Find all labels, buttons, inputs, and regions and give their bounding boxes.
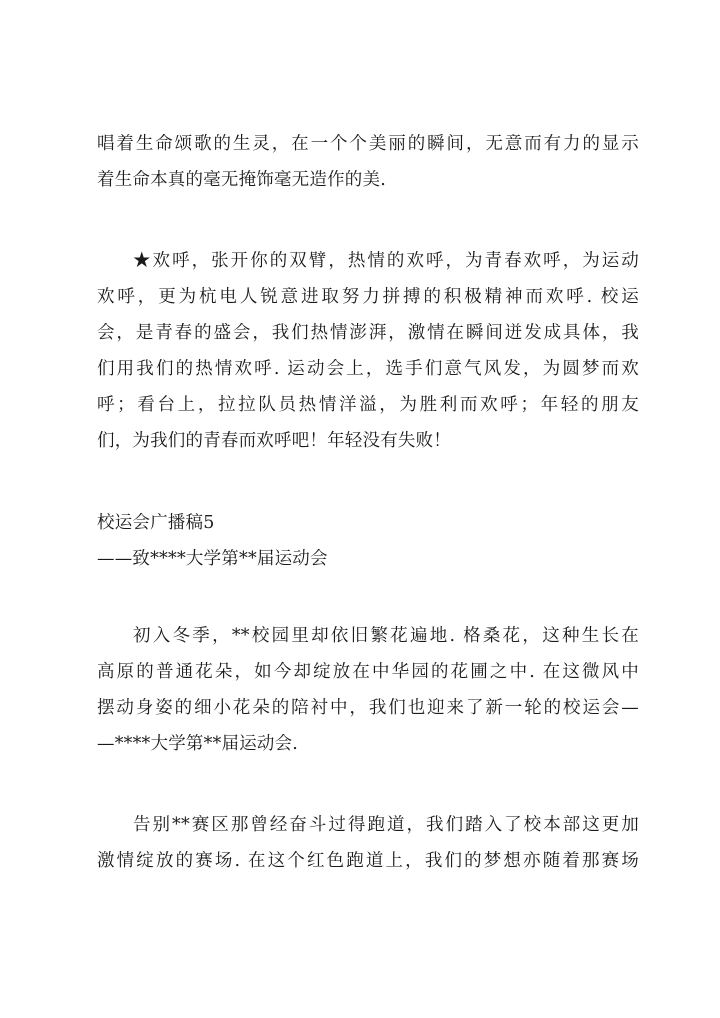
paragraph-line: 激情绽放的赛场. 在这个红色跑道上，我们的梦想亦随着那赛场	[97, 851, 639, 871]
paragraph-line: 摆动身姿的细小花朵的陪衬中，我们也迎来了新一轮的校运会—	[97, 698, 639, 718]
paragraph-line: ★欢呼，张开你的双臂，热情的欢呼，为青春欢呼，为运动	[133, 251, 639, 271]
paragraph-line: 们用我们的热情欢呼. 运动会上，选手们意气风发，为圆梦而欢	[97, 359, 639, 379]
paragraph-1	[97, 126, 639, 198]
paragraph-4	[97, 807, 639, 879]
paragraph-line: 唱着生命颂歌的生灵，在一个个美丽的瞬间，无意而有力的显示	[97, 134, 639, 154]
paragraph-line: 着生命本真的毫无掩饰毫无造作的美.	[97, 170, 386, 190]
paragraph-3	[97, 618, 639, 762]
paragraph-line: 会，是青春的盛会，我们热情澎湃，激情在瞬间迸发成具体，我	[97, 323, 639, 343]
paragraph-line: —****大学第**届运动会.	[97, 734, 299, 754]
paragraph-line: 们，为我们的青春而欢呼吧！年轻没有失败！	[97, 431, 451, 451]
heading-subtitle: ——致****大学第**届运动会	[97, 549, 328, 569]
paragraph-2	[97, 243, 639, 459]
heading-title: 校运会广播稿5	[97, 513, 215, 533]
paragraph-line: 欢呼，更为杭电人锐意进取努力拼搏的积极精神而欢呼. 校运	[97, 287, 639, 307]
paragraph-line: 呼；看台上，拉拉队员热情洋溢，为胜利而欢呼；年轻的朋友	[97, 395, 639, 415]
paragraph-line: 初入冬季，**校园里却依旧繁花遍地. 格桑花，这种生长在	[133, 626, 639, 646]
paragraph-line: 告别**赛区那曾经奋斗过得跑道，我们踏入了校本部这更加	[133, 815, 639, 835]
paragraph-line: 高原的普通花朵，如今却绽放在中华园的花圃之中. 在这微风中	[97, 662, 639, 682]
section-heading	[97, 505, 639, 577]
